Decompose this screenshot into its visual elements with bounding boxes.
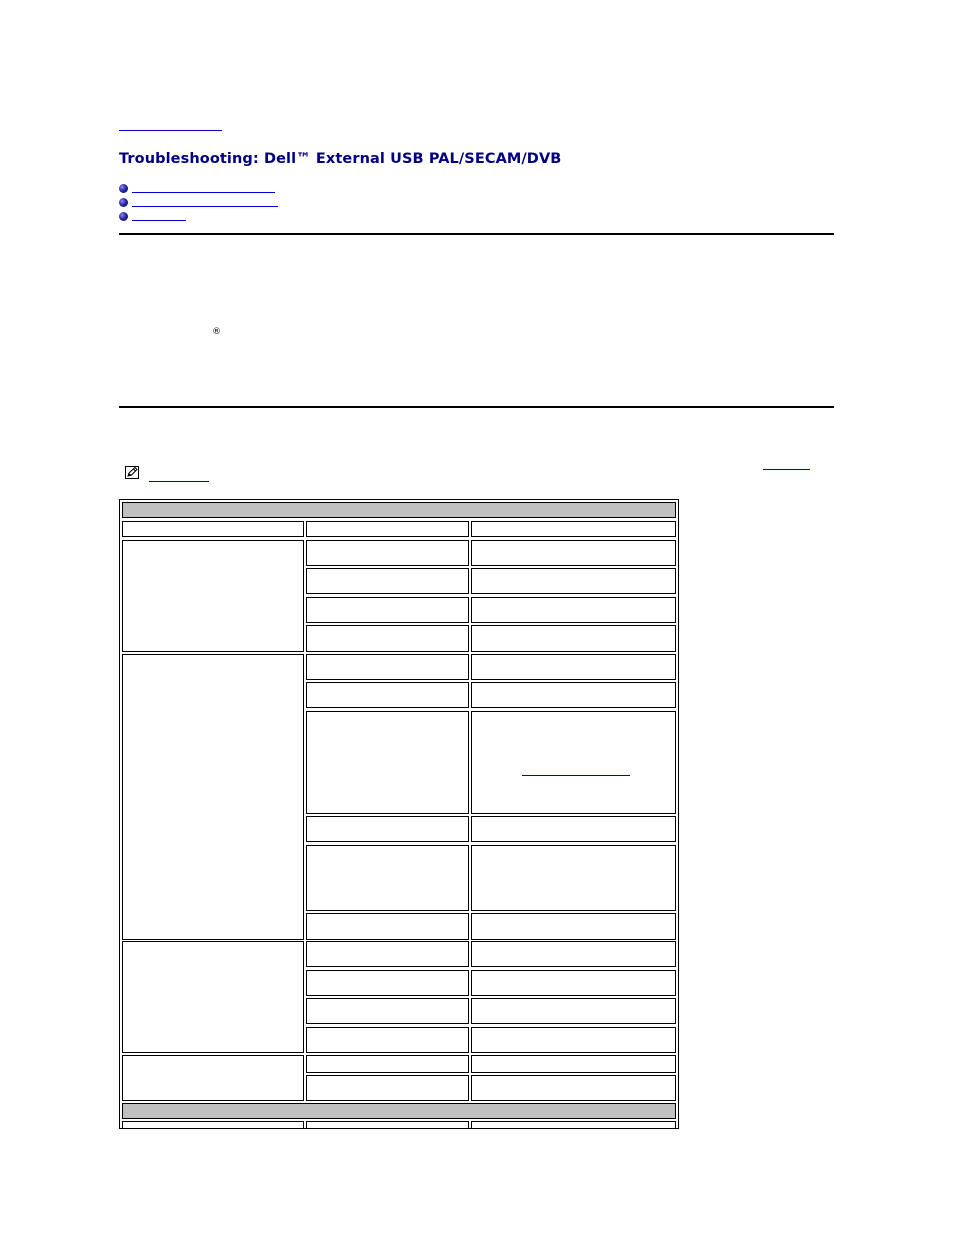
toc-item: [119, 198, 319, 210]
solution-cell: [471, 970, 676, 996]
column-header: [122, 521, 304, 537]
solution-cell: [471, 654, 676, 680]
bullet-icon: [119, 184, 128, 193]
column-header: [306, 521, 469, 537]
cause-cell: [306, 568, 469, 594]
toc-item: [119, 184, 319, 196]
solution-cell: [471, 540, 676, 566]
problem-cell: [122, 1121, 304, 1129]
cause-cell: [306, 1121, 469, 1129]
bullet-icon: [119, 198, 128, 207]
problem-cell: [122, 540, 304, 652]
table-section-header: [122, 502, 676, 518]
solution-cell: [471, 1027, 676, 1053]
solution-cell: [471, 845, 676, 911]
solution-cell: [471, 625, 676, 652]
solution-link[interactable]: [522, 775, 630, 776]
solution-cell: [471, 941, 676, 967]
section-divider: [119, 406, 834, 408]
solution-cell: [471, 568, 676, 594]
registered-trademark-symbol: ®: [212, 327, 221, 337]
cause-cell: [306, 1027, 469, 1053]
cause-cell: [306, 913, 469, 940]
cause-cell: [306, 1055, 469, 1073]
cause-cell: [306, 682, 469, 708]
solution-cell: [471, 1121, 676, 1129]
solution-cell: [471, 1055, 676, 1073]
troubleshooting-table: [119, 499, 679, 1129]
solution-cell: [471, 682, 676, 708]
solution-cell: [471, 998, 676, 1024]
problem-cell: [122, 654, 304, 940]
cause-cell: [306, 540, 469, 566]
note-pencil-icon: [125, 464, 139, 477]
cause-cell: [306, 625, 469, 652]
page-title: Troubleshooting: Dell™ External USB PAL/SECAM/DVB: [119, 151, 562, 167]
cause-cell: [306, 816, 469, 842]
cause-cell: [306, 1075, 469, 1101]
solution-cell: [471, 1075, 676, 1101]
cause-cell: [306, 845, 469, 911]
problem-cell: [122, 941, 304, 1053]
cause-cell: [306, 998, 469, 1024]
table-section-header: [122, 1103, 676, 1119]
toc-link[interactable]: [132, 220, 186, 221]
cause-cell: [306, 941, 469, 967]
section-divider: [119, 233, 834, 235]
column-header: [471, 521, 676, 537]
toc-link[interactable]: [132, 206, 278, 207]
back-to-contents-link[interactable]: [119, 130, 222, 131]
solution-cell: [471, 816, 676, 842]
cause-cell: [306, 970, 469, 996]
cause-cell: [306, 654, 469, 680]
solution-cell: [471, 913, 676, 940]
problem-cell: [122, 1055, 304, 1101]
solution-cell: [471, 711, 676, 814]
bullet-icon: [119, 212, 128, 221]
cause-cell: [306, 711, 469, 814]
cause-cell: [306, 597, 469, 623]
solution-cell: [471, 597, 676, 623]
note-link[interactable]: [149, 481, 209, 482]
note-link[interactable]: [763, 469, 810, 470]
toc-link[interactable]: [132, 192, 275, 193]
toc-item: [119, 212, 319, 224]
